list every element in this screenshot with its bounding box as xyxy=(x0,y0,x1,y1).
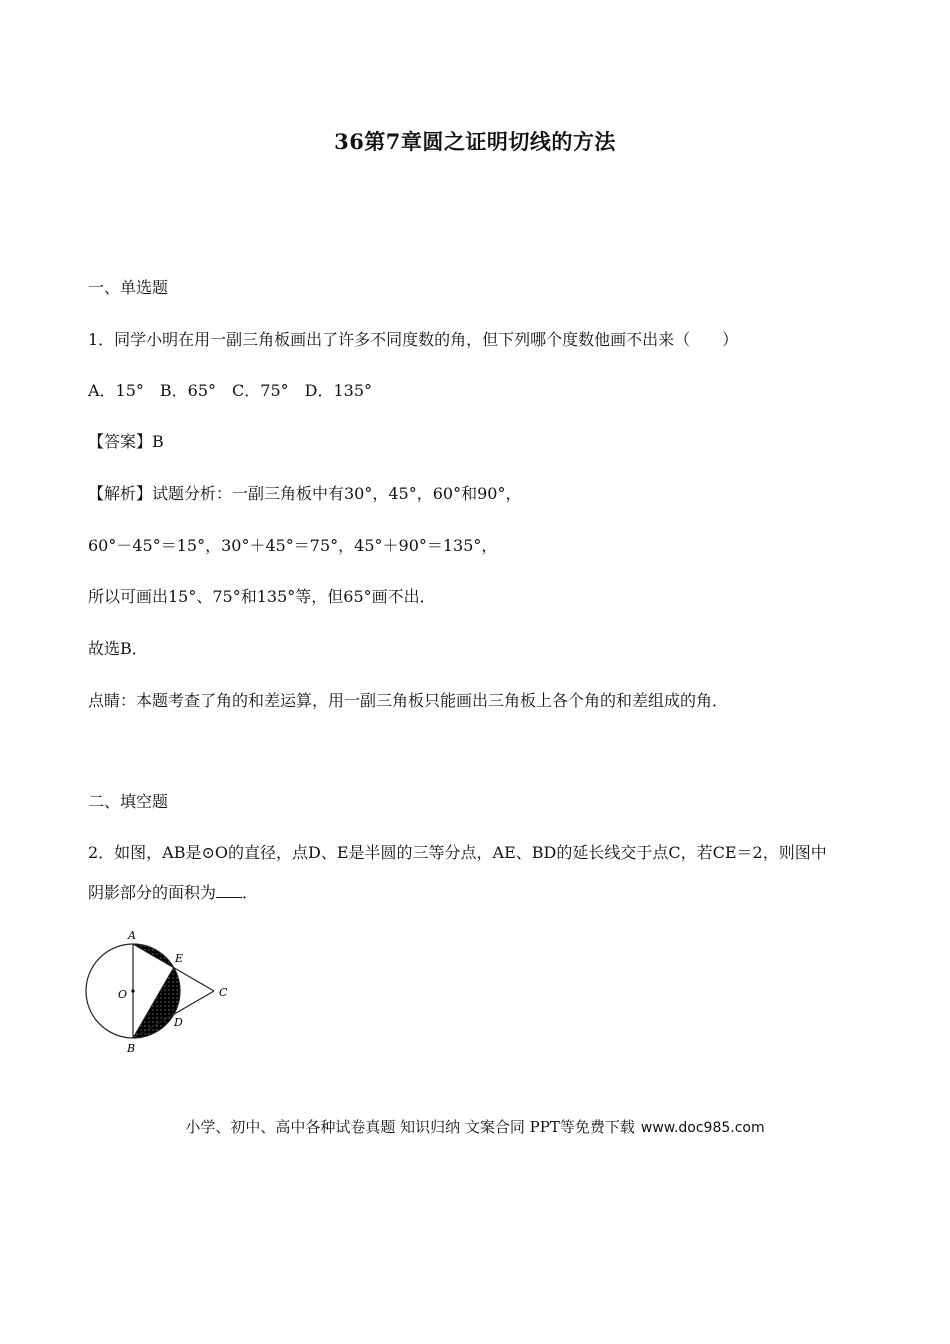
q1-answer: 【答案】B xyxy=(88,432,164,451)
q2-stem-text: 阴影部分的面积为 xyxy=(88,883,217,902)
label-e: E xyxy=(175,952,184,965)
geometry-figure xyxy=(84,925,244,1060)
q1-stem: 1．同学小明在用一副三角板画出了许多不同度数的角，但下列哪个度数他画不出来（ ） xyxy=(88,330,739,349)
label-c: C xyxy=(219,986,228,999)
section2-heading: 二、填空题 xyxy=(88,792,169,811)
label-a: A xyxy=(128,929,136,942)
q1-analysis-line4: 故选B． xyxy=(88,639,148,658)
label-b: B xyxy=(127,1042,136,1055)
section1-heading: 一、单选题 xyxy=(88,278,169,297)
q2-stem-end: ． xyxy=(242,883,259,902)
center-point-o xyxy=(131,989,134,992)
shaded-region-bd xyxy=(133,968,180,1039)
page-footer xyxy=(0,1116,950,1137)
q1-analysis-line3: 所以可画出15°、75°和135°等，但65°画不出． xyxy=(88,587,436,606)
q2-stem-line1: 2．如图，AB是⊙O的直径，点D、E是半圆的三等分点，AE、BD的延长线交于点C，若CE＝2，则图中 xyxy=(88,843,827,862)
q1-analysis-line1: 【解析】试题分析：一副三角板中有30°，45°，60°和90°， xyxy=(88,484,522,503)
label-d: D xyxy=(174,1016,183,1029)
label-o: O xyxy=(118,988,128,1001)
page-title: 36第7章圆之证明切线的方法 xyxy=(334,129,616,154)
q1-options: A．15° B．65° C．75° D．135° xyxy=(88,381,373,400)
answer-blank xyxy=(216,883,242,898)
q1-comment: 点睛：本题考查了角的和差运算，用一副三角板只能画出三角板上各个角的和差组成的角． xyxy=(88,691,729,710)
footer-site-link[interactable]: www.doc985.com xyxy=(640,1120,765,1136)
q2-stem-line2 xyxy=(88,883,258,903)
footer-text: 小学、初中、高中各种试卷真题 知识归纳 文案合同 PPT等免费下载 xyxy=(185,1118,635,1136)
q1-analysis-line2: 60°－45°＝15°，30°＋45°＝75°，45°＋90°＝135°， xyxy=(88,536,498,555)
